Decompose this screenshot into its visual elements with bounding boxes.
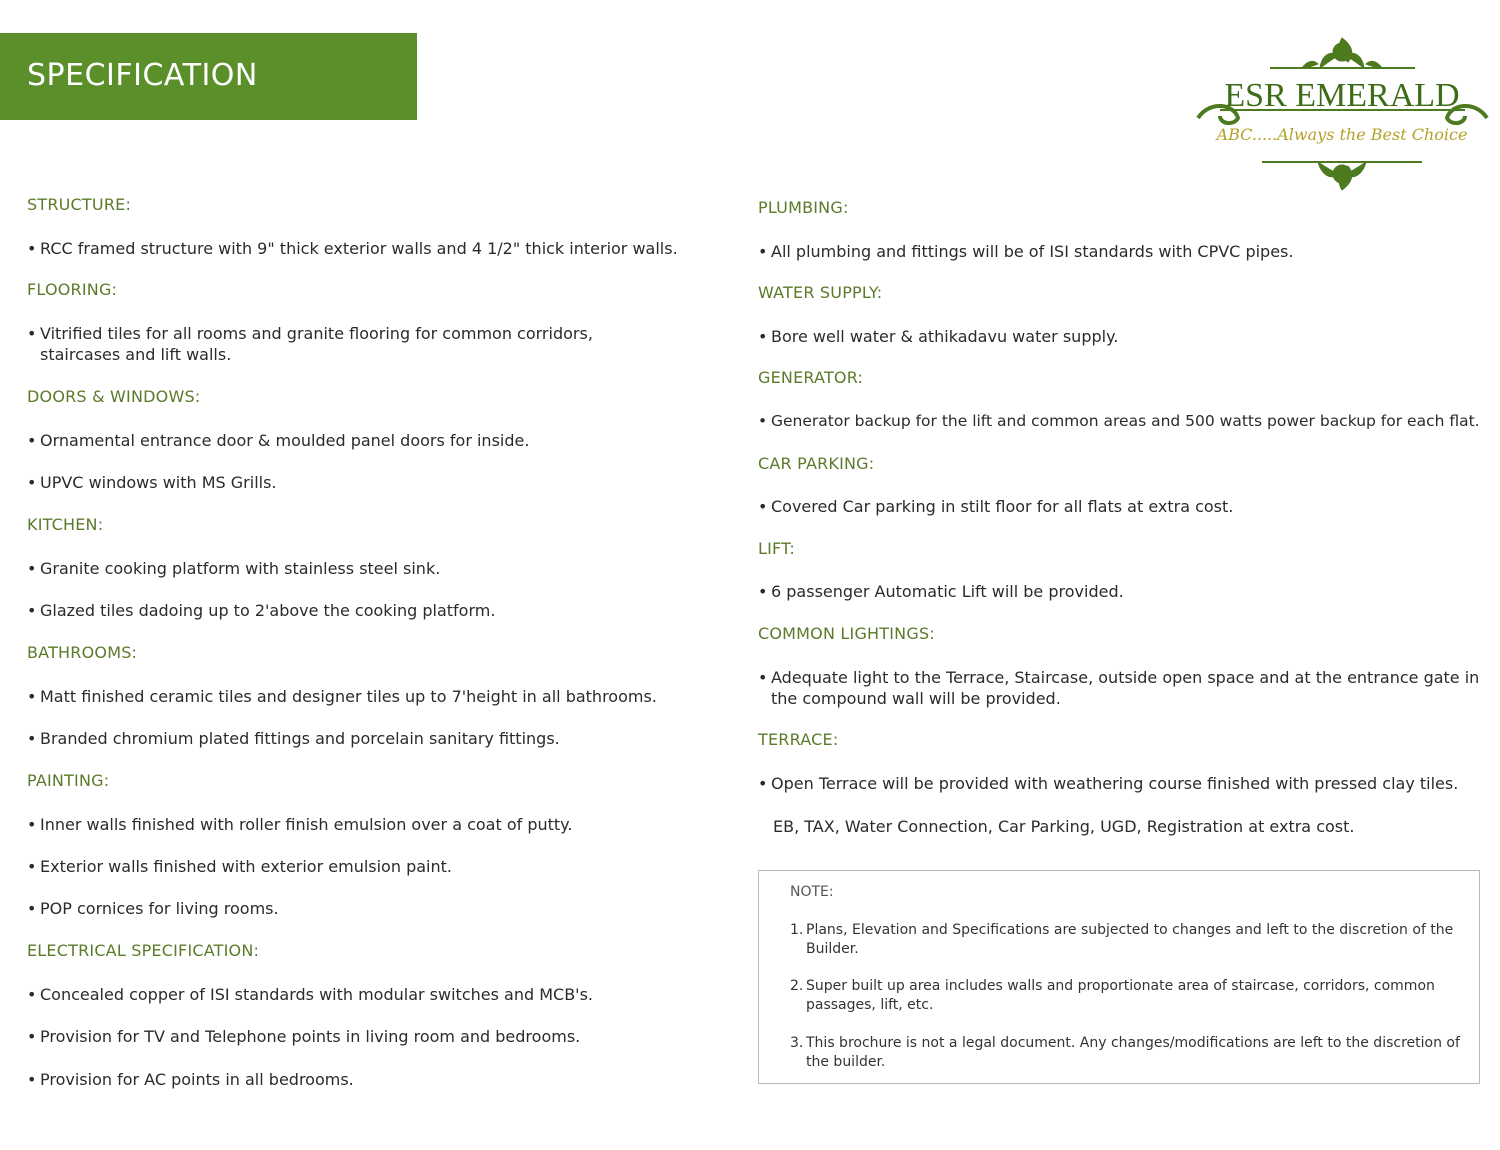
esr-emerald-logo (1190, 30, 1495, 200)
bullet-icon: • (758, 668, 768, 687)
bullet-icon: • (758, 412, 768, 430)
bottom-ornament-icon (1262, 162, 1422, 190)
section-heading-flooring: FLOORING: (27, 280, 118, 299)
section-heading-lift: LIFT: (758, 539, 795, 558)
section-heading-structure: STRUCTURE: (27, 195, 132, 214)
page-title: SPECIFICATION (27, 58, 258, 93)
list-item: • All plumbing and fittings will be of ISI standards with CPVC pipes. (758, 242, 1294, 261)
note-box (758, 870, 1480, 1084)
bullet-icon: • (27, 1027, 37, 1046)
bullet-icon: • (758, 327, 768, 346)
bullet-icon: • (27, 431, 37, 450)
list-item: • Ornamental entrance door & moulded panel doors for inside. (27, 431, 530, 450)
list-item: • UPVC windows with MS Grills. (27, 473, 277, 492)
section-heading-car-parking: CAR PARKING: (758, 454, 875, 473)
bullet-icon: • (27, 239, 37, 258)
list-item: • Exterior walls finished with exterior emulsion paint. (27, 857, 452, 876)
section-heading-water-supply: WATER SUPPLY: (758, 283, 883, 302)
list-item: • Adequate light to the Terrace, Staircase, outside open space and at the entrance gate in the compound wall will be provided. (758, 668, 1480, 708)
note-item: 2. Super built up area includes walls and proportionate area of staircase, corridors, common passages, lift, etc. (790, 978, 1435, 1013)
bullet-icon: • (27, 559, 37, 578)
logo-name: ESR EMERALD (1224, 77, 1460, 114)
bullet-icon: • (27, 1070, 37, 1089)
bullet-icon: • (27, 729, 37, 748)
section-heading-generator: GENERATOR: (758, 368, 864, 387)
bullet-icon: • (758, 242, 768, 261)
list-item: • Vitrified tiles for all rooms and granite flooring for common corridors, staircases and lift walls. (27, 324, 593, 364)
list-item: • Glazed tiles dadoing up to 2'above the cooking platform. (27, 601, 496, 620)
list-item: • Open Terrace will be provided with weathering course finished with pressed clay tiles. (758, 774, 1459, 793)
bullet-icon: • (27, 473, 37, 492)
list-item: • Inner walls finished with roller finish emulsion over a coat of putty. (27, 815, 573, 834)
note-item: 3. This brochure is not a legal document. Any changes/modifications are left to the discretion of the builder. (790, 1035, 1460, 1070)
list-item: • 6 passenger Automatic Lift will be provided. (758, 582, 1124, 601)
list-item: • Provision for TV and Telephone points in living room and bedrooms. (27, 1027, 581, 1046)
bullet-icon: • (27, 601, 37, 620)
note-title: NOTE: (790, 884, 834, 900)
extra-cost-text: EB, TAX, Water Connection, Car Parking, UGD, Registration at extra cost. (773, 817, 1355, 836)
section-heading-common-lightings: COMMON LIGHTINGS: (758, 624, 935, 643)
top-ornament-icon (1270, 38, 1415, 68)
bullet-icon: • (27, 857, 37, 876)
section-heading-painting: PAINTING: (27, 771, 110, 790)
list-item: • RCC framed structure with 9" thick exterior walls and 4 1/2" thick interior walls. (27, 239, 678, 258)
list-item: • Matt finished ceramic tiles and designer tiles up to 7'height in all bathrooms. (27, 687, 657, 706)
bullet-icon: • (27, 815, 37, 834)
list-item: • Granite cooking platform with stainless steel sink. (27, 559, 441, 578)
list-item: • POP cornices for living rooms. (27, 899, 279, 918)
bullet-icon: • (758, 774, 768, 793)
list-item: • Branded chromium plated fittings and porcelain sanitary fittings. (27, 729, 560, 748)
bullet-icon: • (27, 985, 37, 1004)
list-item: • Bore well water & athikadavu water supply. (758, 327, 1119, 346)
list-item: • Provision for AC points in all bedrooms. (27, 1070, 354, 1089)
logo-tagline: ABC.....Always the Best Choice (1216, 125, 1468, 144)
bullet-icon: • (27, 899, 37, 918)
section-heading-doors-windows: DOORS & WINDOWS: (27, 387, 201, 406)
section-heading-electrical: ELECTRICAL SPECIFICATION: (27, 941, 260, 960)
list-item: • Generator backup for the lift and common areas and 500 watts power backup for each flat. (758, 412, 1480, 430)
section-heading-plumbing: PLUMBING: (758, 198, 849, 217)
list-item: • Covered Car parking in stilt floor for all flats at extra cost. (758, 497, 1234, 516)
note-item: 1. Plans, Elevation and Specifications are subjected to changes and left to the discretion of the Builder. (790, 922, 1454, 957)
list-item: • Concealed copper of ISI standards with modular switches and MCB's. (27, 985, 593, 1004)
section-heading-terrace: TERRACE: (758, 730, 839, 749)
bullet-icon: • (27, 687, 37, 706)
bullet-icon: • (758, 497, 768, 516)
section-heading-bathrooms: BATHROOMS: (27, 643, 138, 662)
section-heading-kitchen: KITCHEN: (27, 515, 104, 534)
bullet-icon: • (27, 324, 37, 343)
bullet-icon: • (758, 582, 768, 601)
